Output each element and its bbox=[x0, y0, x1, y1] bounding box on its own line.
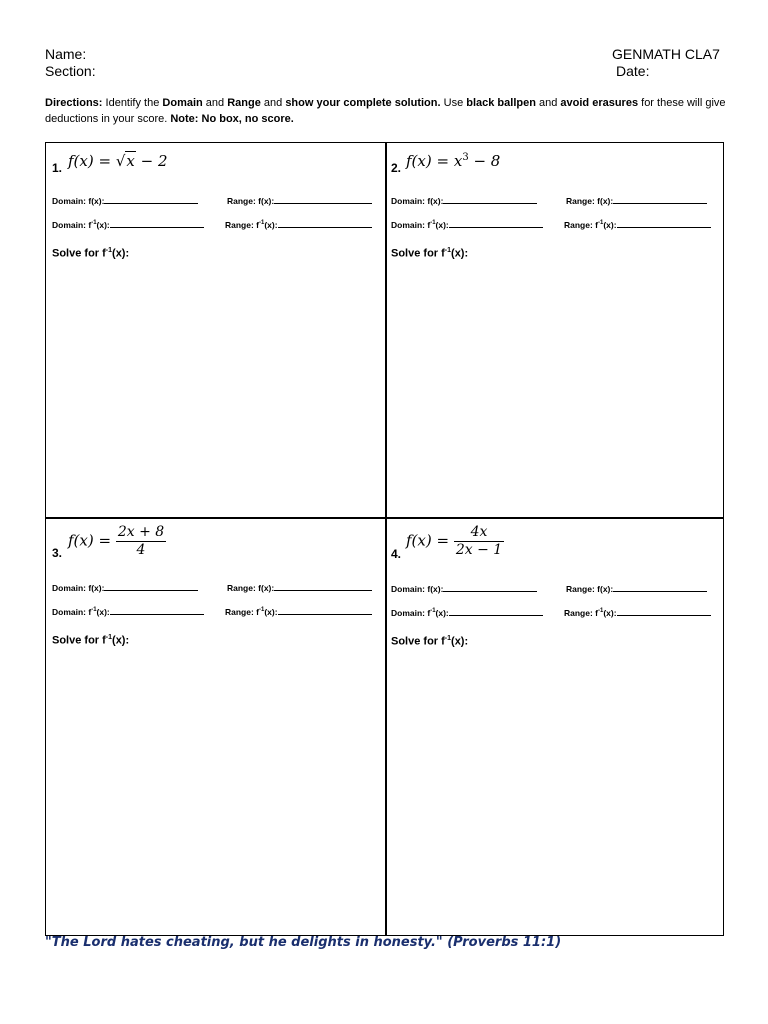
domain-finv-field[interactable] bbox=[52, 219, 204, 230]
problem-number: 1. bbox=[52, 161, 63, 175]
range-finv-label: Range: f bbox=[225, 607, 259, 617]
label-suffix: (x): bbox=[603, 608, 617, 618]
domain-finv-label: Domain: f bbox=[391, 220, 431, 230]
range-f-label: Range: f(x): bbox=[227, 196, 275, 206]
domain-f-label: Domain: f(x): bbox=[391, 196, 444, 206]
problem-number: 3. bbox=[52, 546, 63, 560]
directions-text-part: Identify the bbox=[102, 97, 163, 109]
directions-text-part: Use bbox=[440, 97, 467, 109]
inverse-exponent: -1 bbox=[105, 247, 113, 254]
inverse-exponent: -1 bbox=[259, 607, 265, 614]
answer-blank[interactable] bbox=[278, 219, 372, 228]
label-suffix: (x): bbox=[96, 220, 110, 230]
solve-inverse-label bbox=[391, 247, 468, 260]
problem-number: 4. bbox=[391, 547, 402, 561]
domain-f-field[interactable] bbox=[52, 582, 198, 593]
solve-suffix: (x): bbox=[451, 247, 469, 260]
solve-suffix: (x): bbox=[451, 635, 469, 648]
problem-4-box[interactable] bbox=[386, 518, 724, 892]
range-finv-field[interactable] bbox=[225, 219, 372, 230]
inverse-exponent: -1 bbox=[598, 608, 604, 615]
solve-inverse-label bbox=[391, 635, 468, 648]
problem-1-equation bbox=[68, 152, 168, 170]
range-f-label: Range: f(x): bbox=[566, 584, 614, 594]
directions-text bbox=[45, 95, 735, 127]
course-code: GENMATH CLA7 bbox=[612, 46, 720, 62]
answer-blank[interactable] bbox=[104, 195, 198, 204]
solve-suffix: (x): bbox=[112, 634, 130, 647]
sqrt-icon: √ bbox=[115, 152, 126, 170]
domain-finv-label: Domain: f bbox=[52, 607, 92, 617]
inverse-exponent: -1 bbox=[91, 607, 97, 614]
label-suffix: (x): bbox=[264, 607, 278, 617]
label-suffix: (x): bbox=[435, 220, 449, 230]
answer-blank[interactable] bbox=[110, 606, 204, 615]
domain-f-field[interactable] bbox=[391, 583, 537, 594]
range-f-label: Range: f(x): bbox=[227, 583, 275, 593]
solve-prefix: Solve for f bbox=[52, 247, 106, 260]
name-label: Name: bbox=[45, 46, 87, 62]
directions-text-part: and bbox=[535, 97, 561, 109]
numerator: 2x + 8 bbox=[117, 524, 165, 540]
label-suffix: (x): bbox=[435, 608, 449, 618]
range-f-field[interactable] bbox=[566, 195, 707, 206]
problem-3-equation bbox=[68, 524, 166, 559]
equation-exponent: 3 bbox=[462, 152, 469, 163]
equation-lhs: f(x) = bbox=[68, 152, 112, 170]
directions-erasures: avoid erasures bbox=[560, 97, 639, 109]
answer-blank[interactable] bbox=[274, 195, 372, 204]
radicand: x bbox=[126, 152, 135, 170]
solve-inverse-label bbox=[52, 247, 129, 260]
problem-3-box[interactable] bbox=[46, 518, 384, 892]
domain-f-field[interactable] bbox=[391, 195, 537, 206]
range-f-field[interactable] bbox=[227, 195, 372, 206]
section-label: Section: bbox=[45, 63, 96, 79]
label-suffix: (x): bbox=[264, 220, 278, 230]
range-finv-field[interactable] bbox=[564, 607, 711, 618]
domain-f-field[interactable] bbox=[52, 195, 198, 206]
answer-blank[interactable] bbox=[617, 607, 711, 616]
directions-note: Note: No box, no score. bbox=[170, 113, 294, 125]
inverse-exponent: -1 bbox=[444, 635, 452, 642]
denominator: 2x − 1 bbox=[455, 542, 503, 558]
answer-blank[interactable] bbox=[613, 195, 707, 204]
bible-quote: "The Lord hates cheating, but he delights in honesty." (Proverbs 11:1) bbox=[45, 935, 562, 950]
numerator: 4x bbox=[454, 524, 504, 542]
range-f-label: Range: f(x): bbox=[566, 196, 614, 206]
inverse-exponent: -1 bbox=[91, 220, 97, 227]
problem-number: 2. bbox=[391, 161, 402, 175]
problem-grid bbox=[45, 142, 724, 936]
range-finv-label: Range: f bbox=[564, 608, 598, 618]
problem-2-equation bbox=[406, 152, 500, 170]
fraction bbox=[116, 524, 166, 559]
problem-2-box[interactable] bbox=[386, 143, 724, 517]
answer-blank[interactable] bbox=[449, 219, 543, 228]
directions-domain: Domain bbox=[162, 97, 203, 109]
solve-suffix: (x): bbox=[112, 247, 130, 260]
inverse-exponent: -1 bbox=[598, 220, 604, 227]
answer-blank[interactable] bbox=[449, 607, 543, 616]
inverse-exponent: -1 bbox=[259, 220, 265, 227]
solve-inverse-label bbox=[52, 634, 129, 647]
range-finv-label: Range: f bbox=[225, 220, 259, 230]
directions-text-part: for these will give deductions in your score. bbox=[45, 97, 726, 125]
domain-f-label: Domain: f(x): bbox=[52, 583, 105, 593]
equation-rest: − 8 bbox=[468, 152, 501, 170]
problem-4-equation bbox=[406, 524, 504, 559]
domain-finv-field[interactable] bbox=[391, 607, 543, 618]
fraction bbox=[454, 524, 504, 559]
answer-blank[interactable] bbox=[274, 582, 372, 591]
label-suffix: (x): bbox=[96, 607, 110, 617]
directions-pen: black ballpen bbox=[466, 97, 536, 109]
domain-finv-field[interactable] bbox=[391, 219, 543, 230]
answer-blank[interactable] bbox=[443, 195, 537, 204]
directions-lead: Directions: bbox=[45, 97, 103, 109]
equation-rest: − 2 bbox=[135, 152, 168, 170]
denominator: 4 bbox=[136, 542, 146, 558]
equation-lhs: f(x) = bbox=[68, 531, 112, 550]
directions-text-part: and bbox=[260, 97, 286, 109]
directions-range: Range bbox=[227, 97, 261, 109]
solve-prefix: Solve for f bbox=[52, 634, 106, 647]
answer-blank[interactable] bbox=[278, 606, 372, 615]
directions-solution: show your complete solution. bbox=[285, 97, 441, 109]
solve-prefix: Solve for f bbox=[391, 635, 445, 648]
inverse-exponent: -1 bbox=[430, 608, 436, 615]
range-f-field[interactable] bbox=[566, 583, 707, 594]
solve-prefix: Solve for f bbox=[391, 247, 445, 260]
range-finv-field[interactable] bbox=[225, 606, 372, 617]
equation-lhs: f(x) = bbox=[406, 531, 450, 550]
answer-blank[interactable] bbox=[617, 219, 711, 228]
domain-finv-label: Domain: f bbox=[52, 220, 92, 230]
answer-blank[interactable] bbox=[104, 582, 198, 591]
problem-1-box[interactable] bbox=[46, 143, 384, 517]
answer-blank[interactable] bbox=[443, 583, 537, 592]
date-label: Date: bbox=[616, 63, 650, 79]
inverse-exponent: -1 bbox=[444, 247, 452, 254]
range-finv-field[interactable] bbox=[564, 219, 711, 230]
domain-finv-label: Domain: f bbox=[391, 608, 431, 618]
domain-finv-field[interactable] bbox=[52, 606, 204, 617]
label-suffix: (x): bbox=[603, 220, 617, 230]
directions-text-part: and bbox=[202, 97, 228, 109]
answer-blank[interactable] bbox=[110, 219, 204, 228]
inverse-exponent: -1 bbox=[430, 220, 436, 227]
equation-base: x bbox=[453, 152, 463, 170]
domain-f-label: Domain: f(x): bbox=[52, 196, 105, 206]
inverse-exponent: -1 bbox=[105, 634, 113, 641]
range-f-field[interactable] bbox=[227, 582, 372, 593]
equation-lhs: f(x) = bbox=[406, 152, 450, 170]
domain-f-label: Domain: f(x): bbox=[391, 584, 444, 594]
answer-blank[interactable] bbox=[613, 583, 707, 592]
range-finv-label: Range: f bbox=[564, 220, 598, 230]
